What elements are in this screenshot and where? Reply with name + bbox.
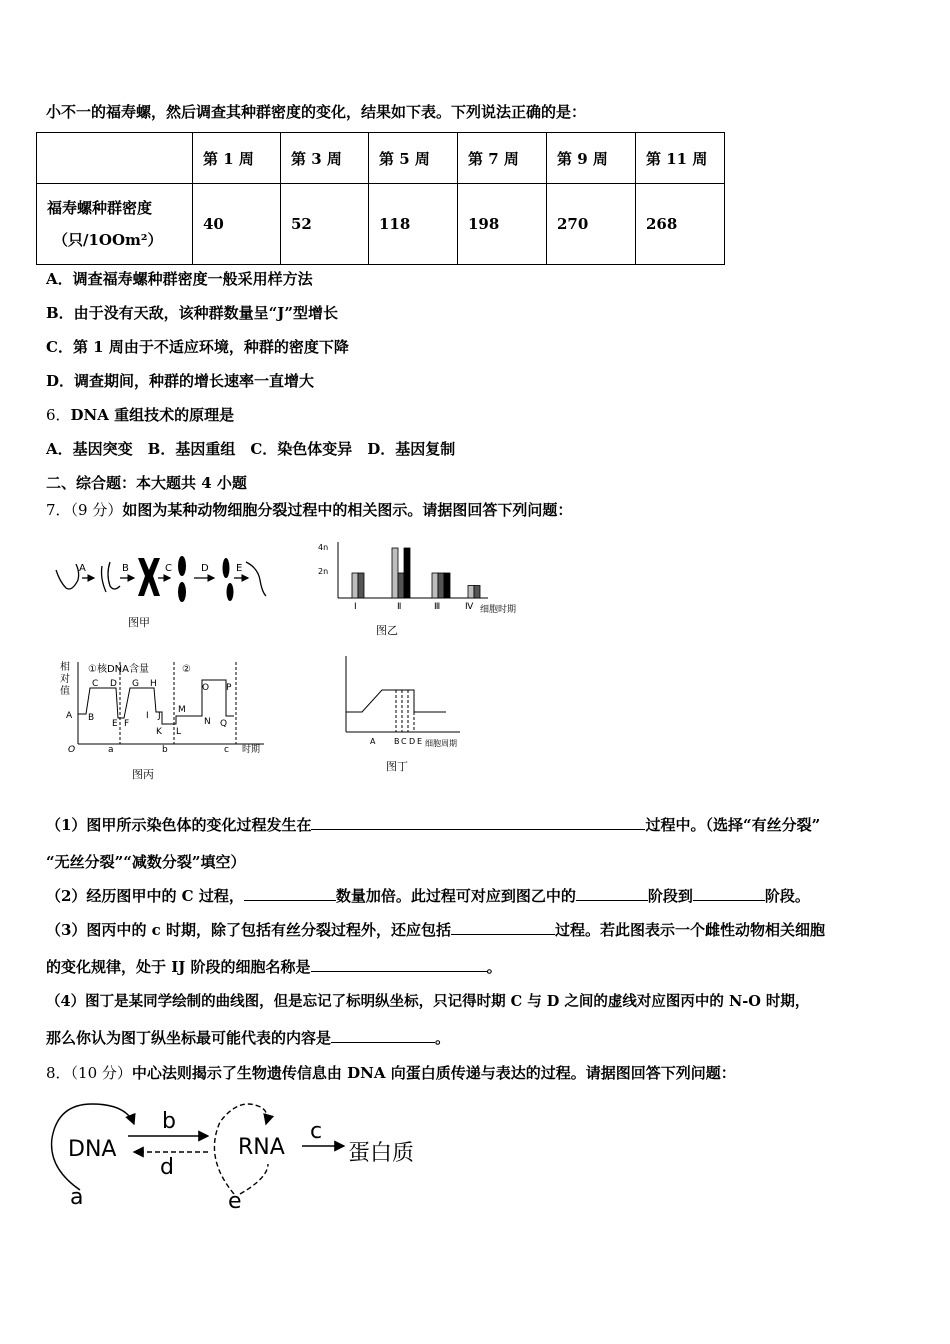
letter-p: P	[226, 683, 232, 693]
label-a: a	[70, 1185, 84, 1210]
q7-sub4: （4）图丁是某同学绘制的曲线图，但是忘记了标明纵坐标，只记得时期 C 与 D 之间的虚线对应图丙中的 N-O 时期，	[46, 993, 810, 1010]
letter-b: B	[88, 713, 95, 723]
q8-text: 中心法则揭示了生物遗传信息由 DNA 向蛋白质传递与表达的过程。请据图回答下列问题：	[131, 1064, 736, 1082]
y-tick-2n: 2n	[318, 567, 329, 576]
chromatid-shape	[227, 583, 234, 601]
chromatid-shape	[178, 556, 186, 576]
answer-blank-2[interactable]	[244, 886, 336, 901]
letter-d: D	[110, 679, 117, 689]
x-tick-b: B	[394, 737, 400, 746]
y-label-1: 相	[60, 662, 70, 673]
q8-number: 8．	[46, 1064, 71, 1082]
q7-sub1	[46, 815, 820, 835]
x-mark-c: c	[224, 745, 229, 755]
table-header-cell: 第 5 周	[369, 133, 458, 184]
answer-blank-5[interactable]	[451, 920, 555, 935]
letter-i: I	[146, 711, 149, 721]
sub2-text-a: （2）经历图甲中的 C 过程，	[46, 887, 244, 905]
legend-2: ②	[182, 664, 191, 675]
table-header-row	[37, 133, 725, 184]
sub1-text-a: （1）图甲所示染色体的变化过程发生在	[46, 816, 312, 834]
q5-option-c: C．第 1 周由于不适应环境，种群的密度下降	[46, 338, 349, 356]
sub3-text-d: 。	[486, 958, 502, 976]
protein-node: 蛋白质	[348, 1141, 415, 1166]
label-e: e	[228, 1189, 242, 1214]
answer-blank-3[interactable]	[576, 886, 648, 901]
table-cell: 198	[458, 184, 547, 265]
x-tick-d: D	[409, 737, 416, 746]
letter-c: C	[92, 679, 99, 689]
letter-e: E	[112, 719, 118, 729]
q5-option-a: A．调查福寿螺种群密度一般采用样方法	[46, 270, 313, 288]
letter-m: M	[178, 705, 186, 715]
q6-options: A．基因突变 B．基因重组 C．染色体变异 D．基因复制	[46, 440, 456, 458]
q7-stem	[46, 500, 572, 520]
legend-dna: ①核DNA含量	[88, 664, 149, 675]
bar	[352, 573, 358, 598]
label-c: c	[310, 1119, 323, 1144]
x-mark-b: b	[162, 745, 168, 755]
label-d: d	[160, 1155, 174, 1180]
answer-blank-6[interactable]	[311, 957, 487, 972]
letter-o: O	[202, 683, 210, 693]
x-tick-3: Ⅲ	[434, 602, 441, 612]
sub2-text-d: 阶段。	[764, 887, 810, 905]
q7-sub3-cont	[46, 957, 502, 977]
bar	[432, 573, 438, 598]
label-a: A	[79, 563, 86, 574]
chromatid-shape	[178, 582, 186, 602]
figure-ding	[334, 654, 484, 776]
dna-node: DNA	[68, 1137, 117, 1162]
chromatid-shape	[223, 558, 230, 578]
x-tick-1: Ⅰ	[354, 602, 357, 612]
q5-option-d: D．调查期间，种群的增长速率一直增大	[46, 372, 315, 390]
y-tick-4n: 4n	[318, 543, 329, 552]
x-chromosome-shape	[138, 558, 160, 596]
label-b: b	[162, 1109, 176, 1134]
q7-text: 如图为某种动物细胞分裂过程中的相关图示。请据图回答下列问题：	[122, 501, 573, 519]
sub1-text-b: 过程中。（选择“有丝分裂”	[645, 816, 821, 834]
q8-score: （10 分）	[70, 1064, 132, 1082]
y-label-2: 对	[60, 674, 70, 685]
chromosome-strand	[246, 562, 266, 596]
x-tick-2: Ⅱ	[397, 602, 402, 612]
q5-option-b: B．由于没有天敌，该种群数量呈“J”型增长	[46, 304, 339, 322]
chromatin-strand	[56, 564, 79, 589]
answer-blank-1[interactable]	[311, 815, 645, 830]
sub3-text-c: 的变化规律，处于 IJ 阶段的细胞名称是	[46, 958, 311, 976]
figure-jia	[48, 540, 278, 635]
chromosome-strand	[102, 566, 107, 592]
table-header-cell: 第 1 周	[193, 133, 281, 184]
q6-number: 6．	[46, 406, 71, 424]
x-tick-a: A	[370, 737, 376, 746]
caption-jia: 图甲	[128, 616, 150, 629]
sub3-text-b: 过程。若此图表示一个雌性动物相关细胞	[555, 921, 826, 939]
table-header-cell: 第 3 周	[281, 133, 369, 184]
table-cell: 268	[636, 184, 725, 265]
sub4-text-b: 那么你认为图丁纵坐标最可能代表的内容是	[46, 1029, 332, 1047]
answer-blank-4[interactable]	[693, 886, 765, 901]
y-label-3: 值	[60, 686, 70, 697]
letter-k: K	[156, 727, 162, 737]
q6-text: DNA 重组技术的原理是	[70, 406, 235, 424]
caption-bing: 图丙	[132, 768, 154, 781]
figure-yi	[308, 538, 538, 640]
bar	[474, 586, 480, 599]
central-dogma-diagram	[44, 1098, 444, 1214]
rna-replication-arrow-e-right	[240, 1164, 268, 1194]
x-mark-a: a	[108, 745, 114, 755]
density-table	[36, 132, 725, 265]
bar	[358, 573, 364, 598]
q8-stem	[46, 1063, 736, 1083]
row-label-line1: 福寿螺种群密度	[47, 199, 153, 217]
intro-text: 小不一的福寿螺，然后调查其种群密度的变化，结果如下表。下列说法正确的是：	[46, 103, 587, 121]
table-data-row	[37, 184, 725, 265]
figure-bing	[58, 658, 278, 782]
label-b: B	[122, 563, 129, 574]
table-header-cell: 第 9 周	[547, 133, 636, 184]
letter-q: Q	[220, 719, 228, 729]
x-axis-label: 细胞周期	[425, 739, 457, 748]
origin-o: O	[68, 745, 76, 755]
table-header-cell: 第 7 周	[458, 133, 547, 184]
q6-stem	[46, 405, 234, 425]
q7-number: 7．	[46, 501, 71, 519]
letter-n: N	[204, 717, 211, 727]
q7-sub4-cont	[46, 1028, 450, 1048]
caption-yi: 图乙	[376, 624, 398, 637]
row-label-line2: （只/1OOm²）	[53, 231, 163, 249]
label-c: C	[165, 563, 172, 574]
bar	[398, 573, 404, 598]
sub2-text-c: 阶段到	[647, 887, 693, 905]
bar-group	[352, 548, 480, 598]
bar	[468, 586, 474, 599]
letter-g: G	[132, 679, 139, 689]
chromosome-strand	[108, 562, 120, 589]
x-tick-c: C	[401, 737, 407, 746]
caption-ding: 图丁	[386, 760, 408, 773]
sub2-text-b: 数量加倍。此过程可对应到图乙中的	[335, 887, 576, 905]
bar	[404, 548, 410, 598]
bar	[392, 548, 398, 598]
bar	[444, 573, 450, 598]
letter-l: L	[176, 727, 182, 737]
q7-sub3	[46, 920, 825, 940]
letter-h: H	[150, 679, 157, 689]
letter-j: J	[158, 711, 161, 721]
rna-node: RNA	[238, 1135, 285, 1160]
x-tick-e: E	[417, 737, 423, 746]
q7-score: （9 分）	[70, 501, 123, 519]
bar	[438, 573, 444, 598]
table-corner-cell	[37, 133, 193, 184]
letter-f: F	[124, 719, 130, 729]
table-cell: 40	[193, 184, 281, 265]
table-cell: 270	[547, 184, 636, 265]
x-tick-4: Ⅳ	[465, 602, 474, 612]
q7-sub2	[46, 886, 810, 906]
section-heading: 二、综合题：本大题共 4 小题	[46, 474, 247, 492]
table-row-label	[37, 184, 193, 265]
x-axis-label: 时期	[242, 745, 261, 755]
table-cell: 52	[281, 184, 369, 265]
label-e: E	[236, 563, 243, 574]
sub4-text-c: 。	[435, 1029, 451, 1047]
answer-blank-7[interactable]	[331, 1028, 435, 1043]
x-axis-label: 细胞时期	[480, 605, 517, 615]
sub3-text-a: （3）图丙中的 c 时期，除了包括有丝分裂过程外，还应包括	[46, 921, 452, 939]
letter-a: A	[66, 711, 73, 721]
table-cell: 118	[369, 184, 458, 265]
table-header-cell: 第 11 周	[636, 133, 725, 184]
label-d: D	[201, 563, 209, 574]
q7-sub1-cont: “无丝分裂”“减数分裂”填空）	[46, 853, 246, 871]
